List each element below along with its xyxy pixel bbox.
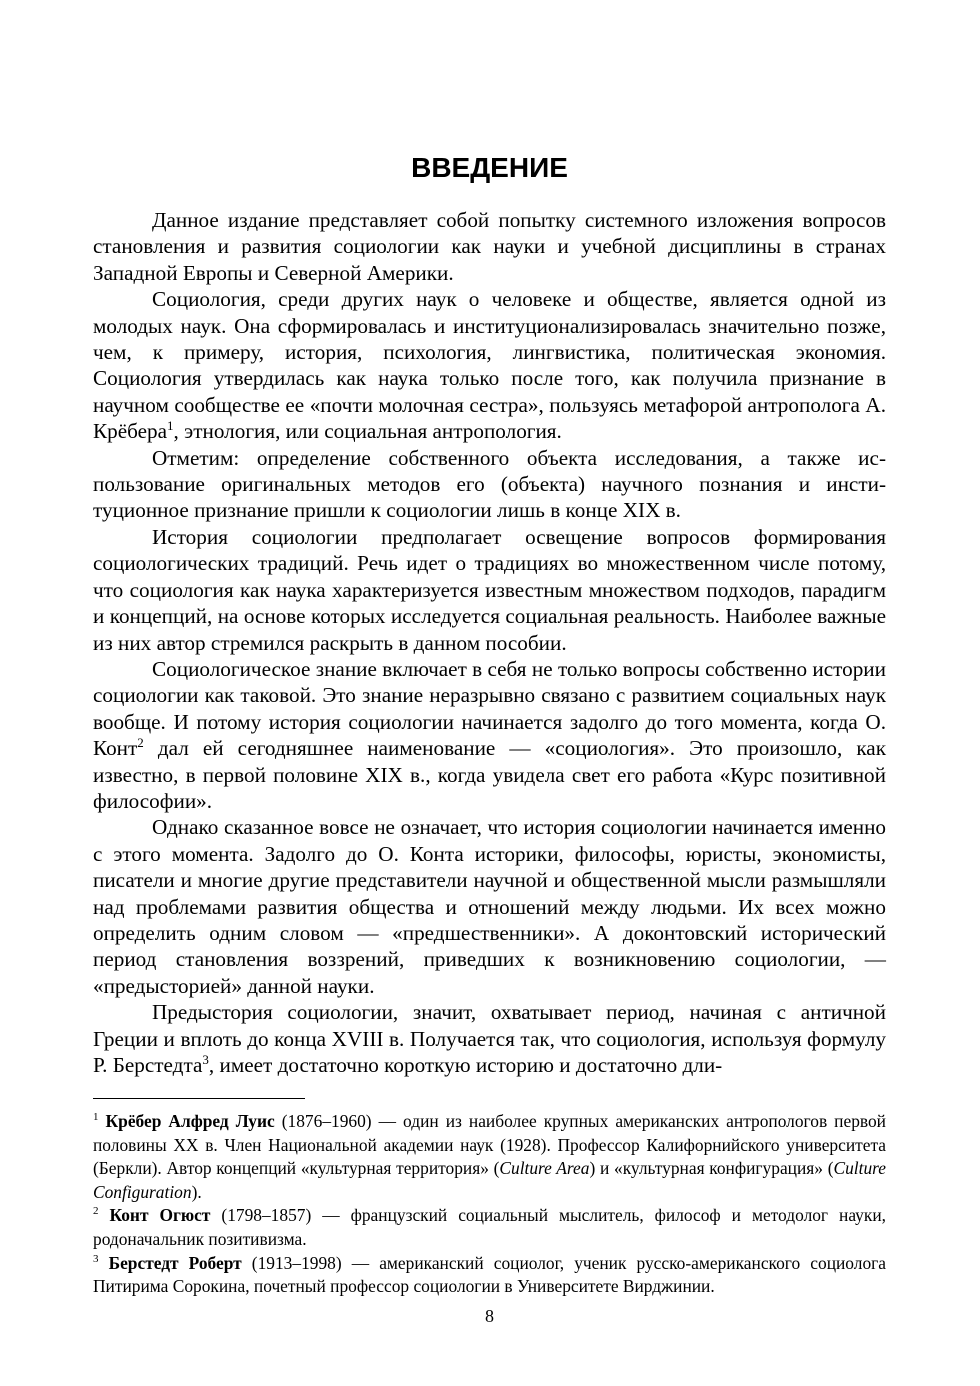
footnote-ref: 2 — [137, 735, 144, 751]
paragraph-text: Социологическое знание включает в себя не только вопросы собственно истории социологии как таковой. Это знание неразрывно связано с развитием социальных наук вообще. И потому история социологии начинается задолго до того момента, когда О. Конт — [93, 656, 886, 761]
footnote-divider — [93, 1098, 305, 1099]
paragraph — [93, 656, 886, 814]
footnote-term: Culture Area — [499, 1158, 590, 1179]
paragraph-text: дал ей сегодняшнее наименование — «социология». Это произошло, как известно, в первой половине XIX в., когда увидела свет его работа «Курс позитивной философии». — [93, 736, 886, 813]
footnote — [93, 1204, 886, 1251]
paragraph-text: Отметим: определение собственного объекта исследования, а также использование оригинальных методов его (объекта) научного познания и институционное признание пришли к социологии лишь в конце XIX в. — [93, 445, 886, 523]
footnote-text: ) и «культурная конфигурация» ( — [589, 1158, 834, 1179]
paragraph — [93, 524, 886, 656]
paragraph-text: , имеет достаточно короткую историю и достаточно дли- — [208, 1053, 723, 1077]
footnote-ref: 1 — [167, 418, 174, 434]
footnote-text: (1876–1960) — один из наиболее крупных американских антропологов первой половины XX в. Член Национальной академии наук (1928). Профессор Калифорнийского университета (Беркли). Автор концепций «культурная территория» ( — [93, 1111, 886, 1179]
paragraph — [93, 207, 886, 286]
chapter-title: ВВЕДЕНИЕ — [411, 152, 568, 183]
footnote-name: Конт Огюст — [109, 1205, 211, 1226]
footnote-ref: 3 — [202, 1052, 209, 1067]
footnote-term: Culture Configuration — [93, 1158, 886, 1202]
footnote-name: Крёбер Алфред Луис — [105, 1111, 275, 1131]
footnote — [93, 1252, 886, 1299]
paragraph — [93, 445, 886, 524]
paragraph — [93, 814, 886, 999]
paragraph-text: Предыстория социологии, значит, охватывает период, начиная с античной Греции и вплоть до конца XVIII в. Получается так, что социология, используя формулу Р. Берстедта — [93, 1000, 886, 1077]
paragraph-text: История социологии предполагает освещение вопросов формирования социологических традиций. Речь идет о традициях во множественном числе потому, что социология как наука характеризуется известным множеством подходов, парадигм и концепций, на основе которых исследуется социальная реальность. Наиболее важные из них автор стремился раскрыть в данном пособии. — [93, 524, 886, 655]
footnote-number: 1 — [93, 1111, 99, 1123]
footnote-text: (1798–1857) — французский социальный мыслитель, философ и методолог науки, родоначальник позитивизма. — [93, 1205, 886, 1249]
footnote-name: Берстедт Роберт — [108, 1252, 242, 1273]
footnote-text: (1913–1998) — американский социолог, ученик русско-американского социолога Питирима Сорокина, почетный профессор социологии в Университете Вирджинии. — [93, 1252, 886, 1297]
footnote-number: 2 — [93, 1205, 99, 1218]
main-text — [93, 207, 886, 1078]
paragraph — [93, 999, 886, 1078]
paragraph — [93, 286, 886, 444]
footnote-number: 3 — [93, 1252, 99, 1265]
footnote — [93, 1110, 886, 1204]
paragraph-text: Данное издание представляет собой попытку системного изложения вопросов становления и развития социологии как науки и учебной дисциплины в странах Западной Европы и Северной Америки. — [93, 208, 886, 285]
paragraph-text: Однако сказанное вовсе не означает, что история социологии начинается именно с этого момента. Задолго до О. Конта историки, философы, юристы, экономисты, писатели и многие другие представители научной и общественной мысли размышляли над проблемами развития общества и отношений между людьми. Их всех можно определить одним словом — «предшественники». А доконтовский исторический период становления воззрений, приведших к возникновению социологии, — «предысторией» данной науки. — [93, 815, 886, 998]
footnote-text: ). — [191, 1181, 202, 1202]
footnotes — [93, 1110, 886, 1299]
paragraph-text: Социология, среди других наук о человеке и обществе, является одной из молодых наук. Она сформировалась и институционализировалась значительно позже, чем, к примеру, история, психология, лингвистика, политическая экономия. Социология утвердилась как наука только после того, как получила признание в научном сообществе ее «почти молочная сестра», пользуясь метафорой антрополога А. Крёбера — [93, 287, 886, 444]
paragraph-text: , этнология, или социальная антропология. — [173, 419, 562, 444]
page-number: 8 — [485, 1306, 494, 1326]
